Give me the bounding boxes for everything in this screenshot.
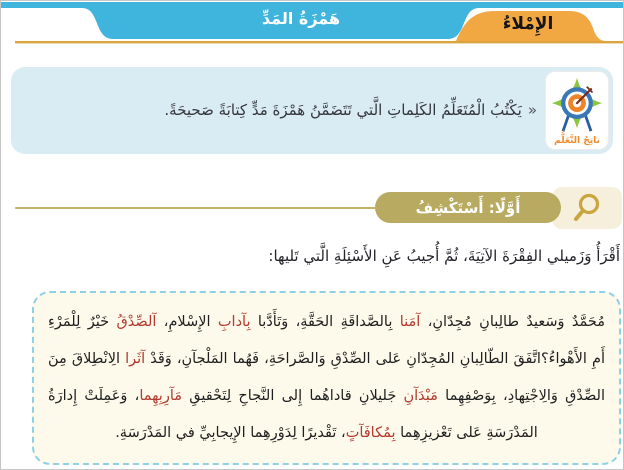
text-segment: الِانْطِلاقَ مِنَ (48, 351, 126, 367)
madd-hamza-word: بِمُكافَآتٍ (345, 425, 396, 441)
outcome-sentence: يَكْتُبُ الْمُتَعَلِّمُ الكَلِماتِ الَّتي تَتَضَمَّنُ هَمْزَةَ مَدٍّ كِتابَةً صَحيحَةً. (164, 101, 522, 120)
outcome-bullet: « (527, 101, 537, 120)
lesson-title: هَمْزَةُ المَدِّ (261, 9, 341, 28)
text-segment: أَمِ الأَهْواءُ؟اتَّفَقَ الطّالِبانِ المُجِدّانِ عَلى الصِّدْقِ وَالصَّراحَةِ، فَهُما المَلْجآنِ، وَقَدْ (145, 351, 606, 367)
text-segment: جَليلانِ قاداهُما إِلى النَّجاحِ لِتَحْقيقِ (182, 388, 404, 404)
learning-outcome-box (11, 67, 613, 154)
madd-hamza-word: مَبْدَآنِ (403, 388, 438, 404)
text-segment: المَدْرَسَةِ عَلى تَعْزيزِهِما (395, 425, 538, 441)
easel-leg-left (563, 115, 569, 131)
learning-outcome-text (29, 67, 537, 154)
text-segment: الإِسْلامِ، (156, 314, 218, 330)
madd-hamza-word: آثَرا (125, 351, 146, 367)
section-title-banner: أَوَّلًا: أَسْتَكْشِفُ (375, 192, 561, 223)
text-segment: مُحَمَّدٌ وَسَعيدٌ طالِبانِ مُجِدّانِ، (420, 314, 605, 330)
madd-hamza-word: بِآدابِ (217, 314, 251, 330)
magnifier-icon (567, 188, 607, 228)
subject-tab: الإِمْلاءُ (502, 14, 554, 34)
instruction-line: أَقْرَأُ وَزَميلي الفِقْرَةَ الآتِيَةَ، ثُمَّ أُجيبُ عَنِ الأَسْئِلَةِ الَّتي تَليها: (268, 247, 620, 265)
outcome-label: ناتِجُ التَّعَلُّم (554, 136, 600, 146)
section-gold-rule (15, 207, 377, 209)
text-segment: ، وَعَمِلَتْ إِدارَةُ (48, 388, 140, 404)
reading-paragraph-box (32, 291, 621, 465)
paragraph-line (48, 304, 605, 341)
madd-hamza-word: آلصِّدْقُ (116, 314, 157, 330)
madd-hamza-word: آمَنا (399, 314, 421, 330)
paragraph-line (48, 415, 605, 452)
paragraph-line (48, 378, 605, 415)
magnifier-handle (576, 211, 583, 220)
target-dartboard-icon (549, 75, 605, 135)
text-segment: خَيْرٌ لِلْمَرْءِ (48, 314, 117, 330)
madd-hamza-word: مَآرِبِهِما (139, 388, 183, 404)
text-segment: بِالصَّداقَةِ الحَقَّةِ، وَتَأَدَّبا (250, 314, 400, 330)
learning-outcome-card (545, 71, 609, 150)
header-gold-rule (15, 41, 624, 43)
text-segment: الصِّدْقِ وَالِاجْتِهادِ، بِوَصْفِهِما (437, 388, 606, 404)
text-segment: ، تَقْديرًا لِدَوْرِهِما الإِيجابِيِّ في المَدْرَسَةِ. (115, 425, 346, 441)
paragraph-line (48, 341, 605, 378)
easel-leg-right (585, 115, 591, 131)
section-icon-badge (552, 187, 622, 229)
